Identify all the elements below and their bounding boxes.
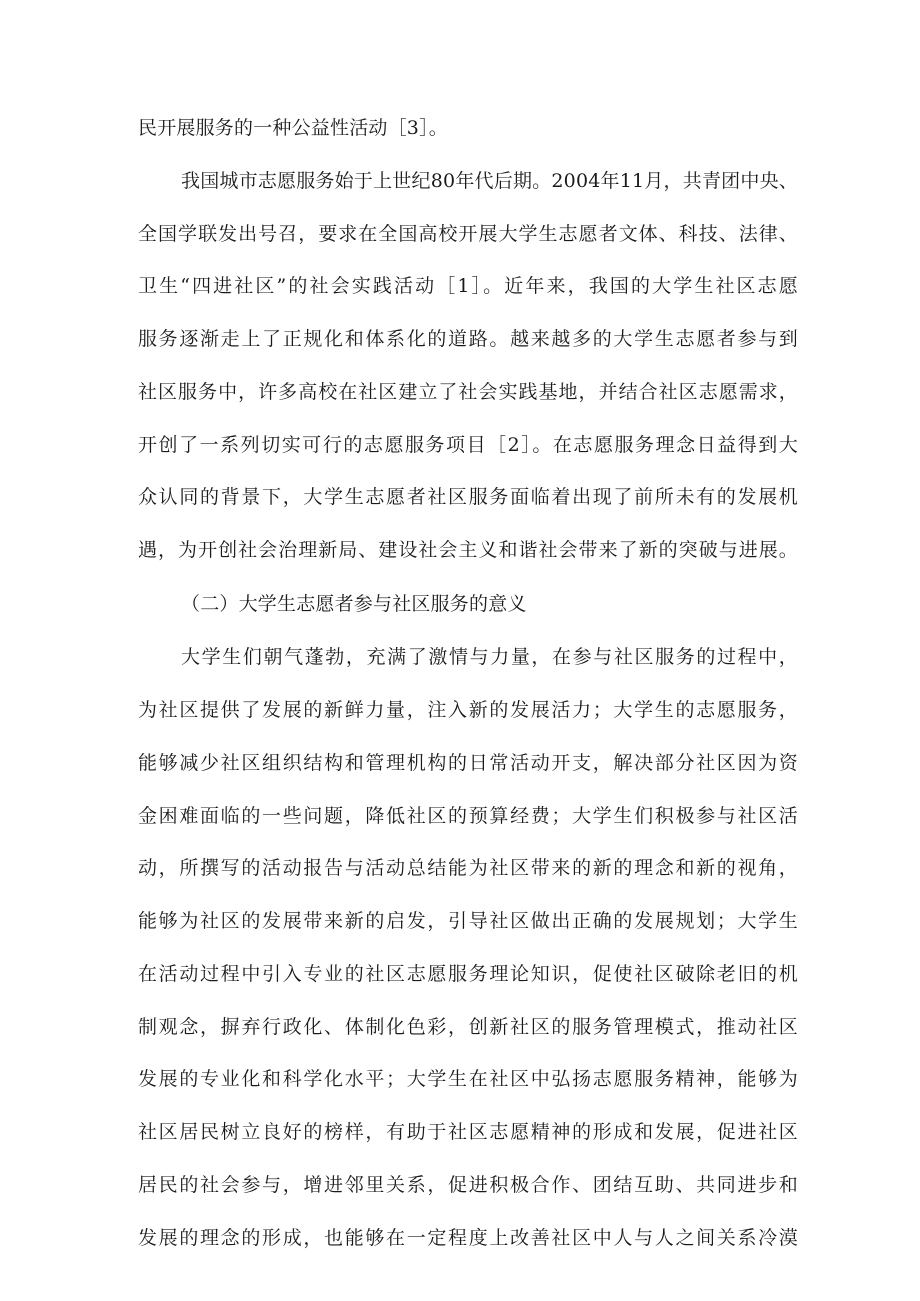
paragraph-line: 社区居民树立良好的榜样，有助于社区志愿精神的形成和发展，促进社区 [138, 1121, 798, 1143]
paragraph-line: 为社区提供了发展的新鲜力量，注入新的发展活力；大学生的志愿服务， [138, 699, 798, 721]
paragraph-line: 在活动过程中引入专业的社区志愿服务理论知识，促使社区破除老旧的机 [138, 963, 798, 985]
paragraph-line: 全国学联发出号召，要求在全国高校开展大学生志愿者文体、科技、法律、 [138, 223, 798, 245]
paragraph-line: 遇，为开创社会治理新局、建设社会主义和谐社会带来了新的突破与进展。 [138, 539, 798, 561]
paragraph-line: 发展的理念的形成，也能够在一定程度上改善社区中人与人之间关系冷漠 [138, 1227, 798, 1249]
paragraph-line: 我国城市志愿服务始于上世纪80年代后期。2004年11月，共青团中央、 [181, 170, 798, 192]
paragraph-line: 社区服务中，许多高校在社区建立了社会实践基地，并结合社区志愿需求， [138, 381, 798, 403]
paragraph-line: 能够减少社区组织结构和管理机构的日常活动开支，解决部分社区因为资 [138, 752, 798, 774]
paragraph-line: 发展的专业化和科学化水平；大学生在社区中弘扬志愿服务精神，能够为 [138, 1068, 798, 1090]
section-heading: （二）大学生志愿者参与社区服务的意义 [181, 593, 527, 615]
paragraph-line: 居民的社会参与，增进邻里关系，促进积极合作、团结互助、共同进步和 [138, 1174, 798, 1196]
paragraph-line: 众认同的背景下，大学生志愿者社区服务面临着出现了前所未有的发展机 [138, 486, 798, 508]
paragraph-line: 卫生“四进社区”的社会实践活动［1］。近年来，我国的大学生社区志愿 [138, 275, 798, 297]
paragraph-line: 动，所撰写的活动报告与活动总结能为社区带来的新的理念和新的视角， [138, 857, 798, 879]
paragraph-line: 能够为社区的发展带来新的启发，引导社区做出正确的发展规划；大学生 [138, 910, 798, 932]
paragraph-line: 民开展服务的一种公益性活动［3］。 [138, 117, 448, 139]
paragraph-line: 开创了一系列切实可行的志愿服务项目［2］。在志愿服务理念日益得到大 [138, 434, 798, 456]
paragraph-line: 制观念，摒弃行政化、体制化色彩，创新社区的服务管理模式，推动社区 [138, 1016, 798, 1038]
paragraph-line: 服务逐渐走上了正规化和体系化的道路。越来越多的大学生志愿者参与到 [138, 328, 798, 350]
paragraph-line: 大学生们朝气蓬勃，充满了激情与力量，在参与社区服务的过程中， [181, 646, 798, 668]
paragraph-line: 金困难面临的一些问题，降低社区的预算经费；大学生们积极参与社区活 [138, 805, 798, 827]
